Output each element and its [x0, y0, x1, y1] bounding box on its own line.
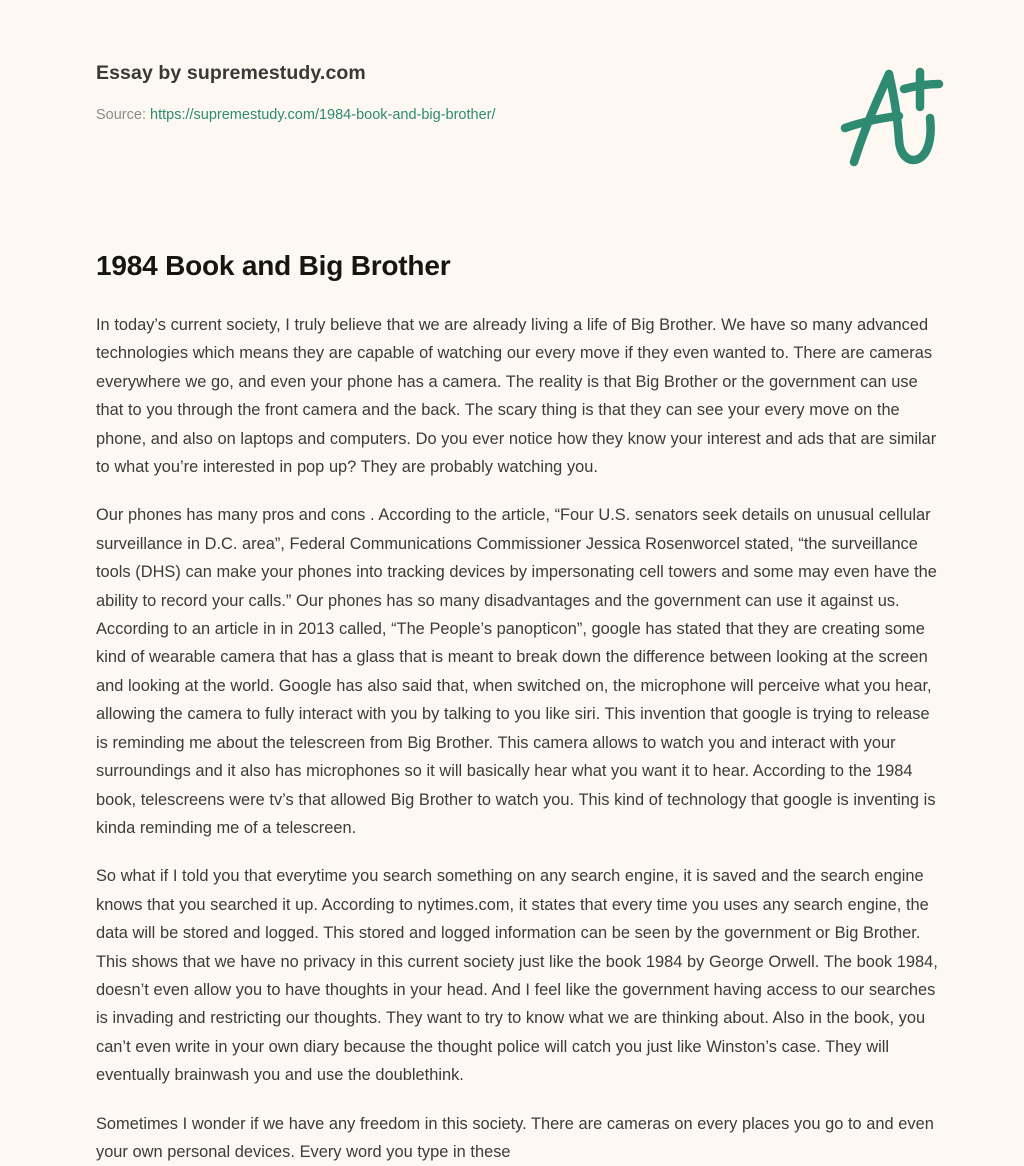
paragraph: In today’s current society, I truly believe that we are already living a life of Big Brother. We have so many advanced technologies which means they are capable of watching our every move if they even wanted to. There are cameras everywhere we go, and even your phone has a camera. The reality is that Big Brother or the government can use that to you through the front camera and the back. The scary thing is that they can see your every move on the phone, and also on laptops and computers. Do you ever notice how they know your interest and ads that are similar to what you’re interested in pop up? They are probably watching you.	[96, 316, 937, 477]
source-label: Source:	[96, 107, 146, 124]
paragraph: Our phones has many pros and cons . According to the article, “Four U.S. senators seek details on unusual cellular surveillance in D.C. area”, Federal Communications Commissioner Jessica Rosenworcel stated, “the surveillance tools (DHS) can make your phones into tracking devices by impersonating cell towers and some may even have the ability to record your calls.” Our phones has so many disadvantages and the government can use it against us. According to an article in in 2013 called, “The People’s panopticon”, google has stated that they are creating some kind of wearable camera that has a glass that is meant to break down the difference between looking at the screen and looking at the world. Google has also said that, when switched on, the microphone will perceive what you hear, allowing the camera to fully interact with you by talking to you like siri. This invention that google is trying to release is reminding me about the telescreen from Big Brother. This camera allows to watch you and interact with your surroundings and it also has microphones so it will basically hear what you want it to hear. According to the 1984 book, telescreens were tv’s that allowed Big Brother to watch you. This kind of technology that google is inventing is kinda reminding me of a telescreen.	[96, 506, 937, 837]
paragraph: So what if I told you that everytime you search something on any search engine, it is saved and the search engine knows that you searched it up. According to nytimes.com, it states that every time you uses any search engine, the data will be stored and logged. This stored and logged information can be seen by the government or Big Brother. This shows that we have no privacy in this current society just like the book 1984 by George Orwell. The book 1984, doesn’t even allow you to have thoughts in your head. And I feel like the government having access to our searches is invading and restricting our thoughts. They want to try to know what we are thinking about. Also in the book, you can’t even write in your own diary because the thought police will catch you just like Winston’s case. They will eventually brainwash you and use the doublethink.	[96, 867, 938, 1085]
a-plus-logo	[836, 62, 948, 182]
page-header	[96, 62, 944, 125]
source-url-link[interactable]: https://supremestudy.com/1984-book-and-big-brother/	[150, 107, 496, 124]
article-body	[96, 248, 944, 1166]
source-line	[96, 106, 944, 125]
byline: Essay by supremestudy.com	[96, 62, 366, 84]
paragraph: Sometimes I wonder if we have any freedom in this society. There are cameras on every places you go to and even your own personal devices. Every word you type in these	[96, 1114, 934, 1161]
page-title: 1984 Book and Big Brother	[96, 250, 451, 281]
